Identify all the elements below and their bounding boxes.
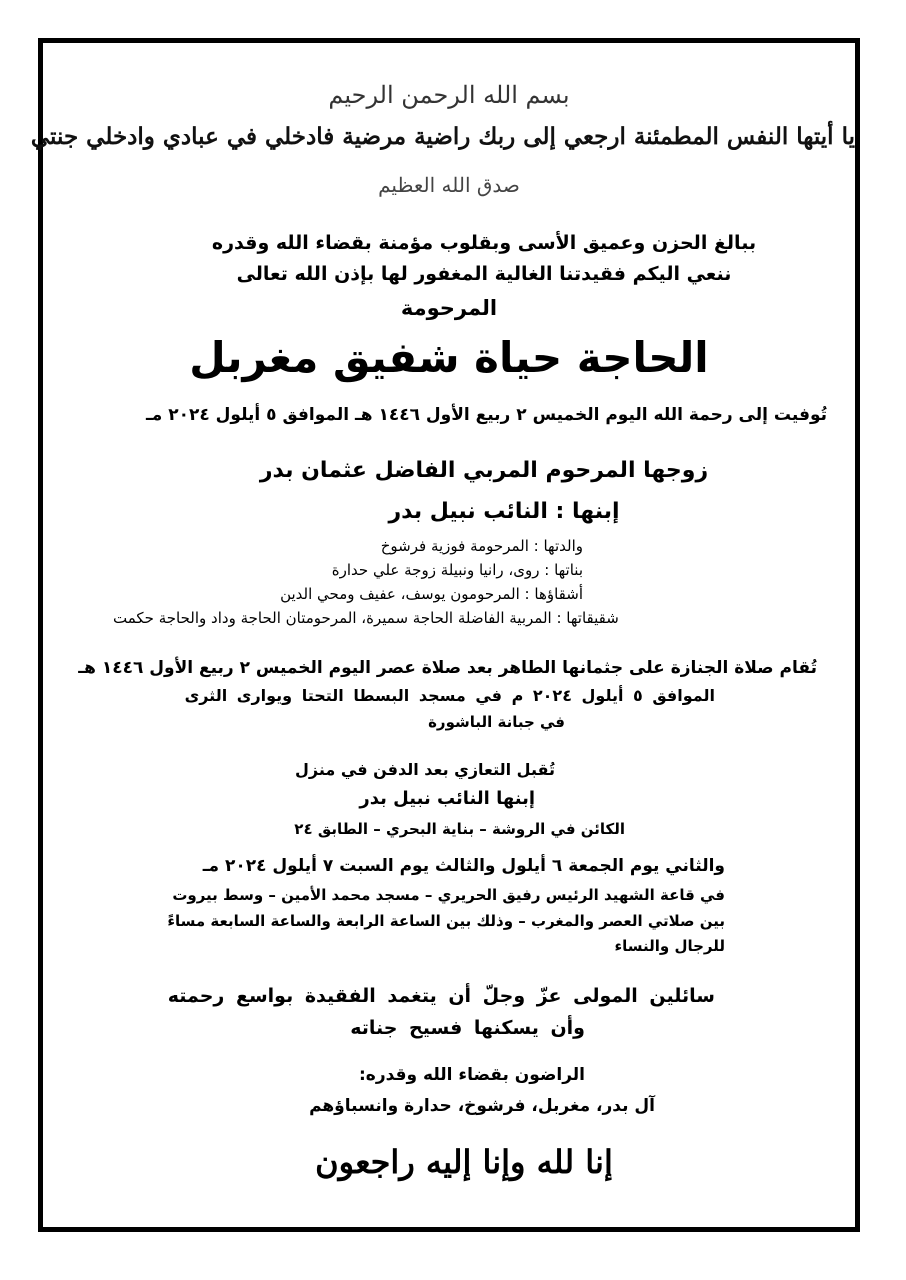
prayer-line-2: وأن يسكنها فسيح جناته: [350, 1017, 585, 1039]
mother-line: والدتها : المرحومة فوزية فرشوخ: [380, 537, 583, 555]
condolences-venue: في قاعة الشهيد الرئيس رفيق الحريري – مسجد محمد الأمين – وسط بيروت: [172, 886, 725, 904]
quran-verse-calligraphy: يا أيتها النفس المطمئنة ارجعي إلى ربك راضية مرضية فادخلي في عبادي وادخلي جنتي: [30, 123, 855, 150]
brothers-line: أشقاؤها : المرحومون يوسف، عفيف ومحي الدين: [280, 585, 583, 603]
deceased-label: المرحومة: [400, 296, 498, 320]
prayer-line-1: سائلين المولى عزّ وجلّ أن يتغمد الفقيدة بواسع رحمته: [167, 985, 715, 1007]
intro-line-2: ننعي اليكم فقيدتنا الغالية المغفور لها بإذن الله تعالى: [236, 263, 732, 285]
intro-line-1: ببالغ الحزن وعميق الأسى وبقلوب مؤمنة بقضاء الله وقدره: [211, 232, 757, 254]
son-line: إبنها : النائب نبيل بدر: [388, 499, 620, 524]
husband-line: زوجها المرحوم المربي الفاضل عثمان بدر: [259, 458, 709, 483]
mourners-families: آل بدر، مغربل، فرشوخ، حدارة وانسباؤهم: [309, 1096, 655, 1116]
condolences-address: الكائن في الروشة – بناية البحري – الطابق ٢٤: [294, 820, 625, 838]
funeral-line-1: تُقام صلاة الجنازة على جثمانها الطاهر بعد صلاة عصر اليوم الخميس ٢ ربيع الأول ١٤٤٦ هـ: [78, 658, 817, 678]
condolences-line-1: تُقبل التعازي بعد الدفن في منزل: [295, 760, 555, 779]
closing-verse-calligraphy: إنا لله وإنا إليه راجعون: [315, 1143, 613, 1181]
deceased-name: الحاجة حياة شفيق مغربل: [189, 333, 709, 382]
condolences-time: بين صلاتي العصر والمغرب – وذلك بين الساعة الرابعة والساعة السابعة مساءً: [167, 912, 725, 930]
mourners-label: الراضون بقضاء الله وقدره:: [358, 1065, 585, 1085]
condolences-host: إبنها النائب نبيل بدر: [359, 788, 535, 809]
sadaqa-calligraphy: صدق الله العظيم: [378, 173, 520, 197]
condolences-audience: للرجال والنساء: [614, 937, 725, 955]
death-date-line: تُوفيت إلى رحمة الله اليوم الخميس ٢ ربيع الأول ١٤٤٦ هـ الموافق ٥ أيلول ٢٠٢٤ مـ: [145, 405, 827, 425]
announcement-frame: [30, 38, 860, 1232]
condolences-days: والثاني يوم الجمعة ٦ أيلول والثالث يوم السبت ٧ أيلول ٢٠٢٤ مـ: [202, 856, 725, 876]
funeral-line-3: في جبانة الباشورة: [428, 713, 565, 731]
sisters-line: [113, 609, 855, 627]
daughters-line: بناتها : روى، رانيا ونبيلة زوجة علي حدارة: [331, 561, 583, 579]
funeral-line-2: الموافق ٥ أيلول ٢٠٢٤ م في مسجد البسطا التحتا ويوارى الثرى: [184, 686, 715, 705]
sisters-text: شقيقاتها : المربية الفاضلة الحاجة سميرة، المرحومتان الحاجة وداد والحاجة حكمت: [113, 609, 619, 627]
basmala-calligraphy: بسم الله الرحمن الرحيم: [328, 81, 570, 109]
